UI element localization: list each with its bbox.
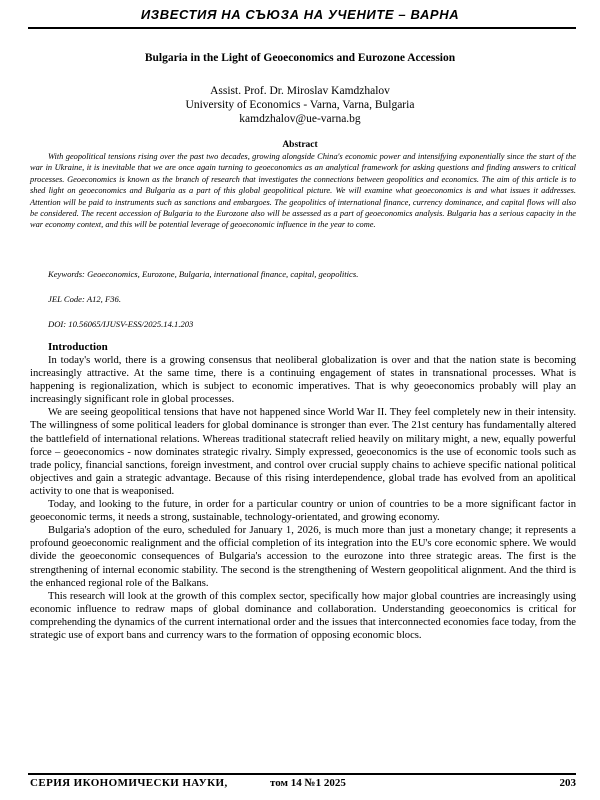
author-name: Assist. Prof. Dr. Miroslav Kamdzhalov [210, 85, 390, 97]
abstract-heading: Abstract [282, 140, 318, 150]
volume-issue: том 14 №1 2025 [270, 777, 346, 789]
paragraph: Today, and looking to the future, in order for a particular country or union of countries to be a more significant factor in geoeconomic terms, it needs a strong, sustainable, technology-orientated, and growing economy. [30, 499, 576, 524]
abstract-text: With geopolitical tensions rising over the past two decades, growing alongside China's economic power and intensifying exponentially since the start of the war in Ukraine, it is inevitable that we are once again turning to geoeconomics as an analytical framework for asking questions and finding answers to critical processes. Geoeconomics is known as the branch of research that investigates the connections between geopolitics and economics. The aim of this article is to shed light on geoeconomics and Bulgaria as a part of this global geopolitical picture. We will examine what geoeconomics is and what issues it addresses. Attention will be paid to instruments such as sanctions and embargoes. The geopolitics of international finance, currency dominance, and capital flows will also be considered. The recent accession of Bulgaria to the Eurozone also will be assessed as a part of geoeconomics analysis. Bulgaria has a serious capacity in the war economy context, and this will be potential leverage of geoeconomic influence in the year to come. [30, 152, 576, 230]
author-email: kamdzhalov@ue-varna.bg [239, 113, 361, 125]
paragraph: Bulgaria's adoption of the euro, scheduled for January 1, 2026, is much more than just a monetary change; it represents a profound geoeconomic realignment and the official completion of its integration into the EU's core economic sphere. We would divide the geoeconomic consequences of Bulgaria's accession to the eurozone into three strategic areas. The first is the strengthening of internal economic stability. The second is the strengthening of Western geopolitical alignment. And the third is the enhanced regional role of the Balkans. [30, 525, 576, 589]
header-rule [28, 27, 576, 29]
intro-heading: Introduction [48, 341, 108, 353]
paragraph: We are seeing geopolitical tensions that have not happened since World War II. They feel completely new in their intensity. The willingness of some political leaders for global dominance is stronger than ever. The 21st century has fundamentally altered the battlefield of international relations. Whereas traditional statecraft relied heavily on military might, a new, equally powerful force – geoeconomics - now dominates strategic rivalry. Simply expressed, geoeconomics is the use of economic tools such as trade policy, financial sanctions, foreign investment, and control over crucial supply chains to achieve specific national political objectives and gain a strategic advantage. Because of this rising interdependence, global trade has evolved from an apolitical activity to one that is weaponised. [30, 407, 576, 497]
jel-code: JEL Code: A12, F36. [48, 294, 121, 304]
article-title: Bulgaria in the Light of Geoeconomics and Eurozone Accession [144, 52, 456, 64]
intro-body [30, 354, 576, 642]
paragraph: This research will look at the growth of this complex sector, specifically how major global countries are increasingly using economic influence to redraw maps of global dominance and collaboration. Understanding geoeconomics is critical for comprehending the dynamics of the current international order and the issues that interconnected economies face today, from the strategic use of export bans and currency wars to the formation of opposing economic blocs. [30, 590, 576, 641]
running-head: ИЗВЕСТИЯ НА СЪЮЗА НА УЧЕНИТЕ – ВАРНА [140, 7, 460, 22]
doi: DOI: 10.56065/IJUSV-ESS/2025.14.1.203 [48, 319, 194, 329]
paragraph: In today's world, there is a growing consensus that neoliberal globalization is over and that the nation state is becoming increasingly attractive. At the same time, there is a continuing engagement of states in transnational processes. What is happening is regionalization, which is subject to economic imperatives. That is why geoeconomics probably will play an increasingly significant role in global processes. [30, 355, 576, 406]
series-name: СЕРИЯ ИКОНОМИЧЕСКИ НАУКИ, [30, 777, 228, 789]
author-affiliation: University of Economics - Varna, Varna, Bulgaria [185, 99, 415, 111]
keywords: Keywords: Geoeconomics, Eurozone, Bulgaria, international finance, capital, geopolitics. [48, 269, 359, 279]
page-number: 203 [559, 777, 576, 789]
footer-rule [28, 773, 576, 775]
